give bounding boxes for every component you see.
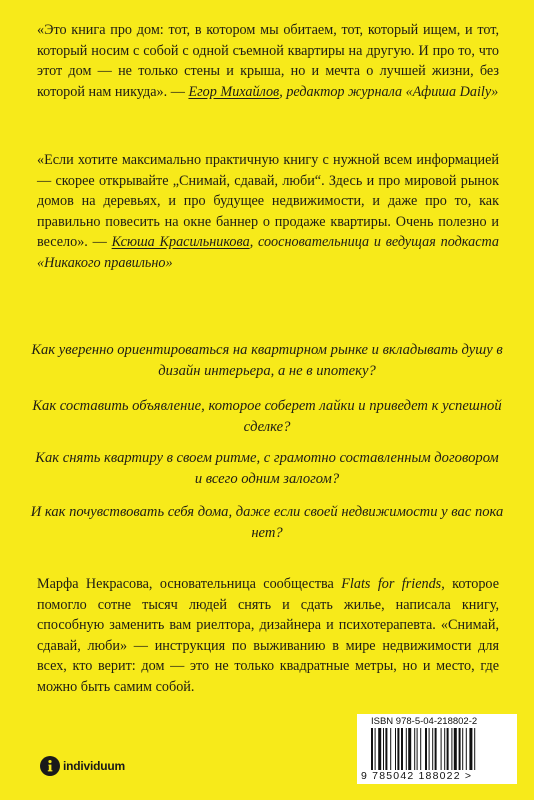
blurb-quote-1 (37, 20, 499, 102)
isbn-number: ISBN 978-5-04-218802-2 (371, 716, 478, 727)
barcode-digits: 9 785042 188022 > (361, 770, 473, 782)
quote-author: Егор Михайлов (188, 83, 280, 100)
publisher-logo (40, 754, 125, 778)
brand-name: Flats for friends (341, 576, 442, 592)
question-1: Как уверенно ориентироваться на квартирном рынке и вкладывать душу в дизайн интерьера, а не в ипотеку? (31, 342, 503, 379)
question-2: Как составить объявление, которое соберет лайки и приведет к успешной сделке? (32, 398, 502, 435)
quote-author-role: , соосновательница и ведущая подкаста «Никакого правильно» (37, 234, 499, 271)
book-description (37, 574, 499, 698)
blurb-quote-2 (37, 150, 499, 274)
quote-author-role: , редактор журнала «Афиша Daily» (279, 83, 499, 100)
question-3: Как снять квартиру в своем ритме, с грамотно составленным договором и всего одним залогом? (35, 450, 499, 487)
quote-author: Ксюша Красильникова (111, 234, 250, 251)
quote-text: «Это книга про дом: тот, в котором мы обитаем, тот, который ищем, и тот, который носим с собой с одной съемной квартиры на другую. И про то, что этот дом — не только стены и крыша, но и мечта о лучшей жизни, без которой нам никуда». — (37, 22, 499, 100)
description-text: , которое помогло сотне тысяч людей снять и сдать жилье, написала книгу, способную заменить вам риелтора, дизайнера и психотерапевта. «Снимай, сдавай, люби» — инструкция по выживанию в мире недвижимости для всех, кто верит: дом — это не только квадратные метры, но и место, где можно быть самим собой. (37, 576, 499, 695)
publisher-name: individuum (63, 759, 125, 773)
description-text: Марфа Некрасова, основательница сообщества (37, 576, 342, 592)
isbn-barcode (357, 714, 517, 784)
individuum-logo-icon (40, 756, 60, 776)
question-4: И как почувствовать себя дома, даже если своей недвижимости у вас пока нет? (30, 504, 504, 541)
quote-text: «Если хотите максимально практичную книгу с нужной всем информацией — скорее открывайте „Снимай, сдавай, люби“. Здесь и про мировой рынок домов на деревьях, и про будущее недвижимости, и даже про то, как правильно повесить на окне баннер о продаже квартиры. Очень полезно и весело». — (37, 152, 499, 251)
barcode-bars (371, 728, 505, 770)
